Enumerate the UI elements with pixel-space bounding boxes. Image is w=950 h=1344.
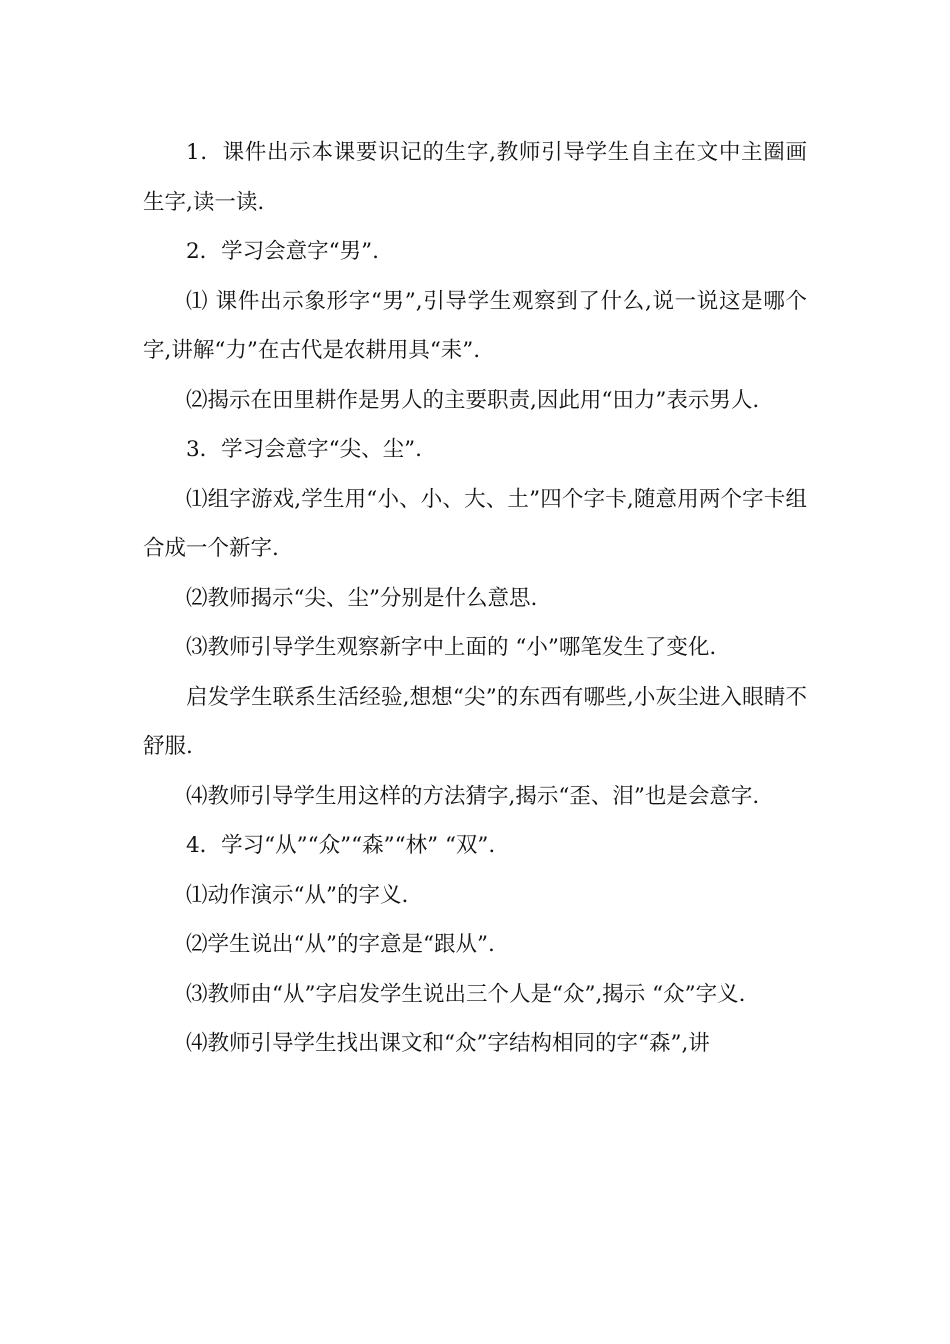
paragraph-step-3-4: ⑷教师引导学生用这样的方法猜字,揭示“歪、泪”也是会意字. [186, 783, 760, 809]
paragraph-step-2-1: ⑴ 课件出示象形字“男”,引导学生观察到了什么,说一说这是哪个字,讲解“力”在古代是农耕用具“耒”. [143, 288, 807, 363]
body-text [143, 128, 807, 1069]
paragraph-step-2: 2．学习会意字“男”. [186, 239, 379, 264]
paragraph-step-3-3: ⑶教师引导学生观察新字中上面的 “小”哪笔发生了变化. [186, 635, 717, 660]
paragraph-step-4-1: ⑴动作演示“从”的字义. [186, 882, 409, 908]
paragraph-step-4-2: ⑵学生说出“从”的字意是“跟从”. [186, 932, 495, 957]
paragraph-step-1: 1．课件出示本课要识记的生字,教师引导学生自主在文中主圈画生字,读一读. [143, 140, 807, 215]
paragraph-step-3-note: 启发学生联系生活经验,想想“尖”的东西有哪些,小灰尘进入眼睛不舒服. [143, 684, 807, 759]
paragraph-step-4-4: ⑷教师引导学生找出课文和“众”字结构相同的字“森”,讲 [186, 1031, 710, 1056]
paragraph-step-4-3: ⑶教师由“从”字启发学生说出三个人是“众”,揭示 “众”字义. [186, 981, 746, 1007]
paragraph-step-4: 4．学习“从”“众”“森”“林” “双”. [186, 833, 496, 858]
paragraph-step-3-1: ⑴组字游戏,学生用“小、小、大、土”四个字卡,随意用两个字卡组合成一个新字. [143, 486, 807, 561]
paragraph-step-3: 3．学习会意字“尖、尘”. [186, 437, 422, 462]
paragraph-step-2-2: ⑵揭示在田里耕作是男人的主要职责,因此用“田力”表示男人. [186, 387, 760, 413]
paragraph-step-3-2: ⑵教师揭示“尖、尘”分别是什么意思. [186, 585, 538, 611]
